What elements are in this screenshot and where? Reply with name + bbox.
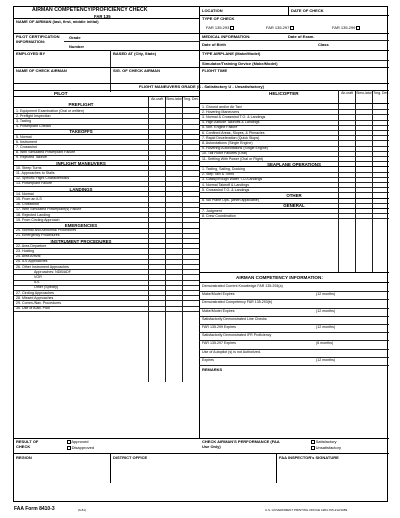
competency-line: Demonstrated Current Knowledge FAR 135.293(a)	[202, 284, 283, 288]
pilot-cert-label: PILOT CERTIFICATION INFORMATION:	[16, 34, 60, 44]
region-label: REGION	[16, 455, 32, 460]
number-label: Number	[69, 44, 85, 49]
satisfactory-label: Satisfactory	[315, 439, 337, 444]
rule	[14, 144, 199, 145]
check-far-135-299[interactable]	[332, 25, 360, 30]
airman-check-form	[13, 6, 388, 502]
expiry-period: (12 months)	[316, 292, 336, 297]
right-col-simulator: Simu-lator	[356, 91, 372, 95]
rule	[199, 208, 389, 209]
based-at-label: BASED AT (City, State)	[113, 51, 157, 56]
approved-label: Approved	[71, 439, 89, 444]
grade-col-line	[372, 90, 373, 272]
expiry-period: (12 months)	[316, 308, 336, 313]
expiry-period: (6 months)	[316, 341, 334, 346]
maneuver-row: 1. Equipment Examination (Oral or written)	[16, 108, 84, 113]
check-far-135-299-box[interactable]	[356, 26, 360, 30]
section-heading: LANDINGS	[69, 186, 93, 192]
section-heading: SEAPLANE OPERATIONS	[267, 161, 321, 167]
maneuver-row: 2. Step Taxi & Turns	[202, 172, 235, 177]
rule	[14, 90, 389, 91]
section-heading: PREFLIGHT	[68, 102, 94, 107]
maneuver-row: 12. Specific Flight Characteristics	[16, 176, 70, 181]
form-title: AIRMAN COMPETENCY/PROFICIENCY CHECK	[32, 7, 148, 13]
maneuver-row: 11. Settling With Power (Oral or Flight)	[202, 156, 264, 161]
main-divider	[199, 90, 200, 438]
unsatisfactory-option[interactable]	[310, 445, 341, 450]
satisfactory-option[interactable]	[310, 439, 337, 444]
competency-line: Satisfactorily Demonstrated IFR Proficiency	[202, 333, 272, 338]
rule	[14, 311, 199, 312]
competency-line: Demonstrated Competency FAR 135.293(b)	[202, 300, 273, 305]
competency-line: Make/Model Expires	[202, 292, 235, 297]
maneuver-row: 3. Normal & Crosswind T.O. & Landings	[202, 115, 266, 119]
maneuver-row: 24. Area Arrival	[16, 254, 41, 259]
disapproved-label: Disapproved	[71, 445, 95, 450]
rule	[199, 40, 389, 41]
expiry-period: (12 months)	[316, 325, 336, 329]
rule	[14, 254, 199, 255]
approved-option[interactable]	[66, 439, 89, 444]
region-divider	[110, 453, 111, 483]
maneuver-row: 3. Taxiing	[16, 119, 32, 123]
form-number: FAA Form 8410-3	[14, 506, 55, 512]
disapproved-checkbox[interactable]	[67, 446, 71, 450]
rule	[199, 365, 389, 366]
simulator-label: Simulator/Training Device (Make/Model)	[202, 61, 278, 66]
maneuver-row: 8. With Simulated Powerplant Failure	[16, 150, 76, 155]
unsatisfactory-label: Unsatisfactory	[315, 445, 341, 450]
maneuver-row: 21. Emergency Procedures	[16, 233, 60, 238]
disapproved-option[interactable]	[66, 445, 94, 450]
section-heading: GENERAL	[283, 203, 305, 209]
rule	[14, 453, 389, 454]
helicopter-heading: HELICOPTER	[269, 91, 299, 96]
right-col-aircraft: Air-craft	[341, 91, 353, 95]
check-far-135-293-box[interactable]	[230, 26, 234, 30]
maneuver-row: 28. Missed Approaches	[16, 295, 54, 300]
maneuver-row: Other (Specify)	[34, 285, 59, 290]
maneuver-row: 7. Rapid Deceleration (Quick Stops)	[202, 135, 260, 140]
maneuver-row: 20. Normal and Abnormal Procedures	[16, 228, 77, 233]
grade-col-line	[338, 90, 339, 272]
date-of-exam-label: Date of Exam.	[288, 34, 315, 39]
maneuver-row: 5. Normal	[16, 134, 32, 139]
airman-name-label: NAME OF AIRMAN (last, first, middle initial)	[16, 19, 99, 24]
pilot-heading: PILOT	[54, 91, 68, 96]
maneuver-row: 9. Hovering Autorotations (Single Engine)	[202, 146, 268, 151]
maneuver-row: 6. Confined Areas, Slopes, & Pinnacles	[202, 130, 265, 135]
medical-label: MEDICAL INFORMATION:	[202, 34, 251, 39]
result-of-check-label: RESULT OF CHECK	[16, 439, 39, 449]
flight-time-label: FLIGHT TIME	[202, 68, 228, 73]
expiry-period: (12 months)	[316, 357, 336, 362]
type-of-check-label: TYPE OF CHECK	[202, 16, 235, 21]
form-date: (6-81)	[78, 508, 87, 512]
rule	[14, 202, 199, 203]
employed-by-label: EMPLOYED BY	[16, 51, 46, 56]
grade-label: Grade	[69, 35, 81, 40]
left-col-simulator: Simu-lator	[166, 97, 182, 101]
rule	[199, 272, 389, 273]
rule	[14, 139, 199, 140]
form-far: FAR 135	[94, 13, 111, 19]
maneuver-row: 7. Crosswind	[16, 145, 37, 149]
competency-title: AIRMAN COMPETENCY INFORMATION:	[236, 275, 323, 280]
competency-line: Satisfactorily Demonstrated Line Checks	[202, 316, 267, 321]
maneuver-row: 6. Ski Plane Ops. (when applicable)	[202, 198, 259, 203]
district-office-label: DISTRICT OFFICE	[113, 455, 148, 460]
rule	[199, 218, 389, 219]
check-airman-name-label: NAME OF CHECK AIRMAN	[16, 68, 67, 73]
maneuver-row: 6. Instrument	[16, 139, 37, 144]
rule	[14, 165, 199, 166]
maneuver-row: 5. Sim. Engine Failure	[202, 125, 238, 130]
maneuver-row: Approaches: NDB/ADF	[34, 269, 71, 274]
maneuver-row: 10. Steep Turns	[16, 165, 42, 170]
left-col-aircraft: Air-craft	[151, 97, 163, 101]
sig-check-airman-label: SIG. OF CHECK AIRMAN	[113, 68, 160, 73]
date-of-birth-label: Date of Birth	[202, 42, 226, 47]
class-label: Class	[318, 42, 329, 47]
left-col-trng-dev: Trng. Dev.	[183, 97, 199, 101]
section-heading: OTHER	[286, 192, 302, 198]
section-heading: INSTRUMENT PROCEDURES	[50, 238, 112, 244]
right-col-trng-dev: Trng. Dev.	[373, 91, 389, 95]
maneuver-row: 27. Circling Approaches	[16, 290, 54, 295]
rule	[14, 248, 199, 249]
competency-line: Expires	[202, 357, 214, 362]
rule	[14, 280, 199, 281]
maneuver-row: 7. Judgment	[202, 208, 222, 213]
maneuver-row: 4. Powerplant Checks	[16, 124, 51, 129]
location-divider	[288, 7, 289, 15]
check-far-135-299-label: FAR 135.299	[332, 25, 356, 30]
maneuver-row: 15. From an ILS	[16, 197, 42, 201]
date-of-check-label: DATE OF CHECK	[291, 8, 324, 13]
check-far-135-297-box[interactable]	[290, 26, 294, 30]
check-far-135-297[interactable]	[266, 25, 294, 30]
district-divider	[276, 453, 277, 483]
maneuver-row: 29. Comm./Nav. Procedures	[16, 301, 62, 305]
rule	[14, 96, 199, 97]
maneuver-row: 23. Holding	[16, 249, 35, 253]
maneuver-row: 8. Autorotations (Single Engine)	[202, 141, 253, 145]
section-heading: TAKEOFFS	[69, 129, 93, 135]
type-airplane-label: TYPE AIRPLANE (Make/Model)	[202, 51, 261, 56]
maneuver-row: 26. Other Instrument Approaches	[16, 264, 69, 269]
rule	[14, 118, 199, 119]
competency-line: FAR 135.297 Expires	[202, 341, 236, 346]
location-label: LOCATION	[202, 8, 223, 13]
gpo-notice: U.S. GOVERNMENT PRINTING OFFICE 1984-765-212/1089	[265, 508, 348, 512]
maneuver-row: 4. Normal Takeoff & Landings	[202, 182, 250, 187]
section-heading: EMERGENCIES	[64, 222, 98, 228]
maneuver-row: VOR	[34, 275, 42, 279]
competency-line: FAR 135.299 Expires	[202, 325, 236, 329]
check-far-135-297-label: FAR 135.297	[266, 25, 290, 30]
rule	[14, 134, 199, 135]
grade-col-line	[355, 90, 356, 272]
maneuver-row: 4. High Altitude Takeoffs & Landings	[202, 120, 260, 125]
maneuver-row: 10. Tail Rotor Failures (Oral)	[202, 151, 248, 156]
satisfactory-checkbox[interactable]	[311, 440, 315, 444]
maneuver-row: 9. Rejected Takeoff	[16, 155, 47, 160]
check-far-135-293[interactable]	[206, 25, 234, 30]
maneuver-row: 14. Normal	[16, 191, 34, 196]
competency-line: Make/Model Expires	[202, 308, 235, 313]
maneuver-row: 18. Rejected Landing	[16, 212, 50, 217]
unsatisfactory-checkbox[interactable]	[311, 446, 315, 450]
maneuver-row: 13. Powerplant Failure	[16, 181, 52, 186]
maneuver-row: 25. ILS Approaches	[16, 259, 48, 264]
rule	[199, 282, 389, 283]
grades-line: FLIGHT MANEUVERS GRADE (S - Satisfactory U - Unsatisfactory)	[139, 84, 264, 89]
section-heading: INFLIGHT MANEUVERS	[56, 160, 106, 166]
maneuver-row: 22. Area Departure	[16, 243, 47, 248]
maneuver-row: 19. From Circling Approach	[16, 217, 60, 222]
maneuver-row: 5. Crosswind T.O. & Landings	[202, 187, 250, 192]
faa-inspector-signature-label: FAA INSPECTOR's SIGNATURE	[279, 455, 339, 460]
competency-line: Use of Autopilot (s) is not Authorized.	[202, 349, 261, 354]
airman-performance-label: CHECK AIRMAN'S PERFORMANCE (FAA Use Only)	[202, 439, 280, 449]
maneuver-row: 1. Taxiing, Sailing, Docking	[202, 167, 245, 171]
maneuver-row: 16. Crosswind	[16, 202, 39, 207]
maneuver-row: 8. Crew Coordination	[202, 213, 236, 218]
rule	[64, 41, 199, 42]
check-far-135-293-label: FAR 135.293	[206, 25, 230, 30]
maneuver-row: 1. Ground and/or Air Taxi	[202, 104, 242, 109]
maneuver-row: 3. Glassy/Rough Water T.O./Landings	[202, 177, 263, 182]
maneuver-row: 2. Hovering Maneuvers	[202, 109, 240, 114]
remarks-label: REMARKS	[202, 367, 223, 372]
maneuver-row: 11. Approaches to Stalls	[16, 171, 55, 175]
maneuver-row: 2. Preflight Inspection	[16, 113, 51, 118]
rule	[199, 357, 389, 358]
maneuver-row: 17. With Simulated Powerplant(s) Failure	[16, 207, 82, 212]
approved-checkbox[interactable]	[67, 440, 71, 444]
maneuver-row: ILS	[34, 280, 40, 285]
maneuver-row: 30. Use of Auto. Pilot	[16, 306, 50, 311]
rule	[14, 191, 199, 192]
